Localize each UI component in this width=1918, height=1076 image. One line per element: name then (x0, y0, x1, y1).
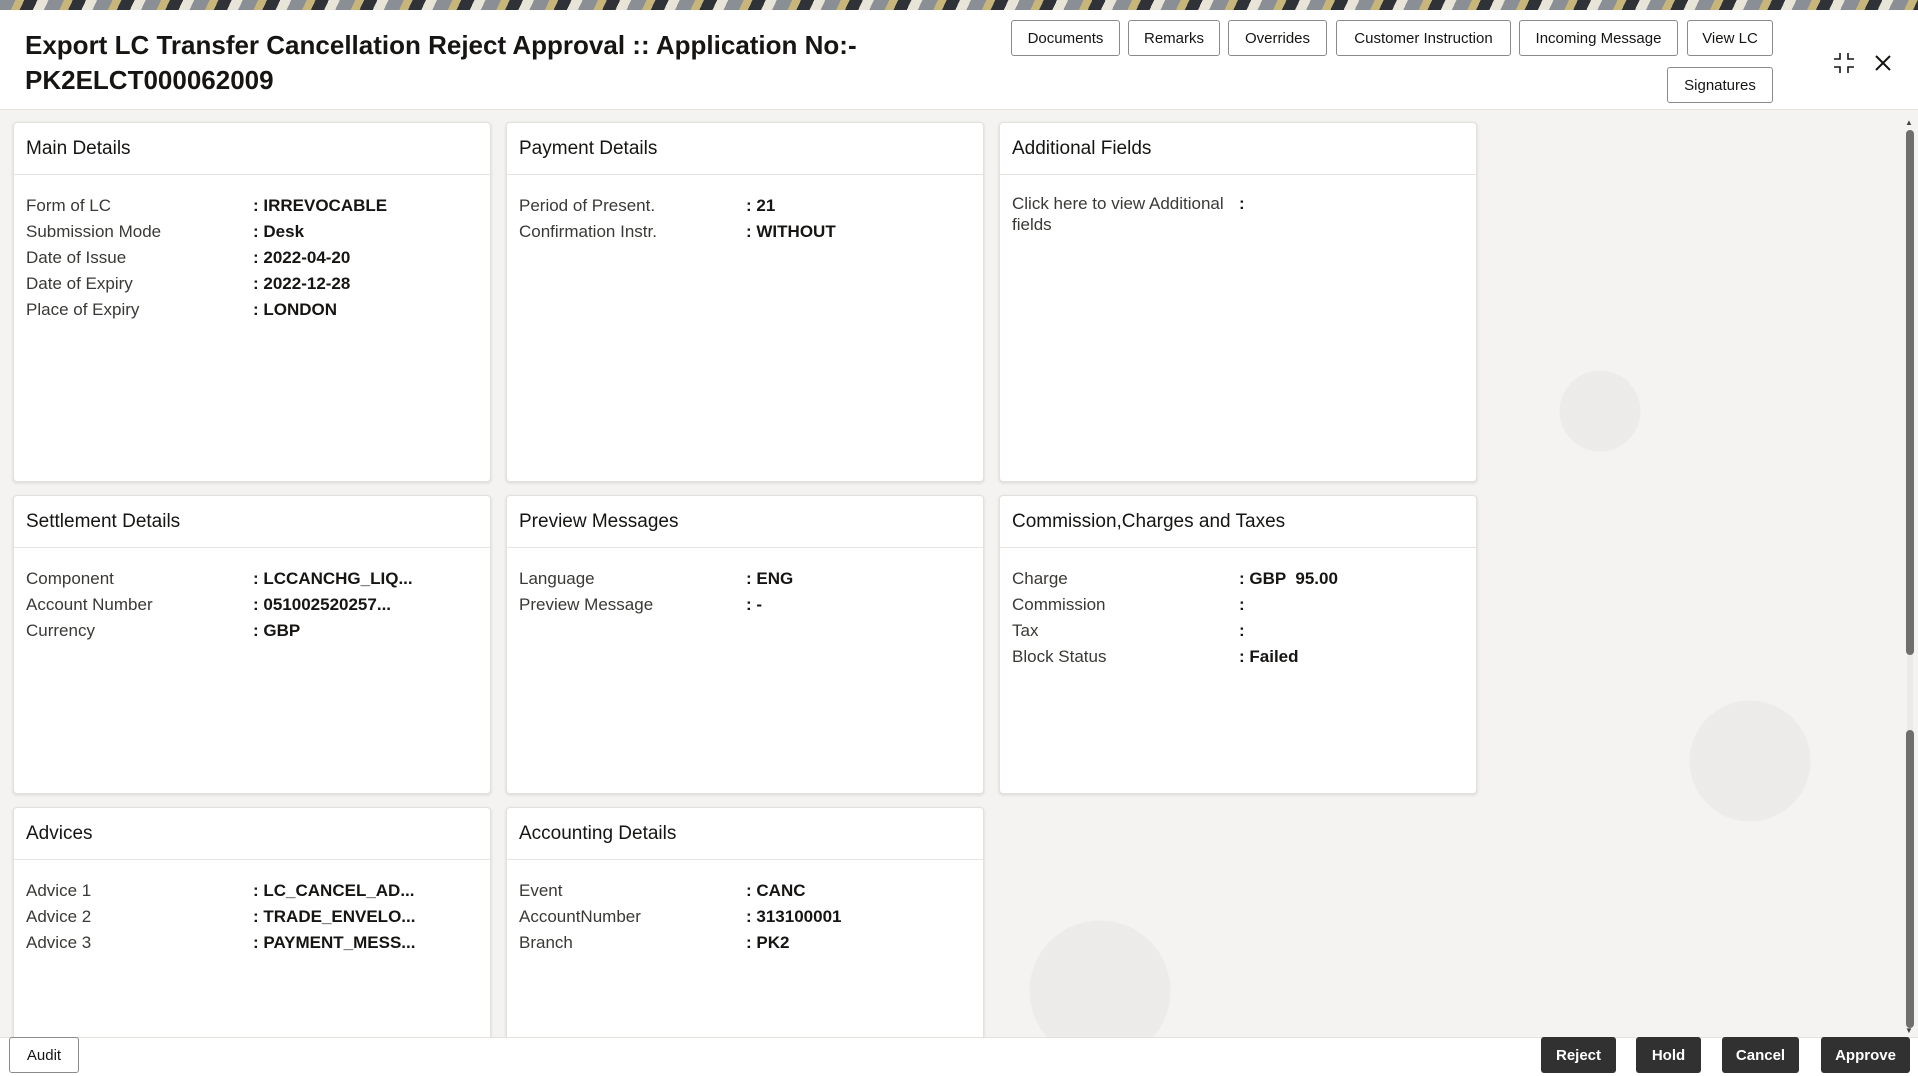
field-label: Form of LC (26, 196, 112, 215)
period-of-presentation-row (519, 193, 971, 219)
submission-mode-row (26, 219, 478, 245)
additional-fields-card (999, 122, 1477, 482)
field-value: : LCCANCHG_LIQ... (253, 569, 413, 588)
payment-details-card (506, 122, 984, 482)
field-value: : Failed (1239, 647, 1299, 666)
close-icon[interactable] (1868, 48, 1898, 78)
field-label: Account Number (26, 595, 153, 614)
field-label: Advice 2 (26, 907, 92, 926)
signatures-button[interactable]: Signatures (1667, 67, 1773, 103)
field-value: : PK2 (746, 933, 790, 952)
page-title: Export LC Transfer Cancellation Reject Approval :: Application No:- PK2ELCT000062009 (25, 30, 857, 95)
documents-button[interactable]: Documents (1011, 20, 1120, 56)
incoming-message-button[interactable]: Incoming Message (1519, 20, 1678, 56)
field-label: Commission (1012, 595, 1106, 614)
reject-button[interactable]: Reject (1541, 1037, 1616, 1073)
field-value: : WITHOUT (746, 222, 836, 241)
view-lc-button[interactable]: View LC (1687, 20, 1773, 56)
field-value: : LONDON (253, 300, 338, 319)
card-title: Preview Messages (507, 496, 983, 548)
field-label: Event (519, 881, 563, 900)
field-label: Charge (1012, 569, 1068, 588)
field-value: : ENG (746, 569, 794, 588)
charge-row (1012, 566, 1464, 592)
preview-message-row (519, 592, 971, 618)
approve-button[interactable]: Approve (1821, 1037, 1910, 1073)
block-status-row (1012, 644, 1464, 670)
field-value: : 21 (746, 196, 776, 215)
field-label: Period of Present. (519, 196, 656, 215)
additional-fields-link-row[interactable] (1012, 193, 1464, 235)
remarks-button[interactable]: Remarks (1128, 20, 1220, 56)
form-of-lc-row (26, 193, 478, 219)
audit-button[interactable]: Audit (9, 1037, 79, 1073)
field-value: : IRREVOCABLE (253, 196, 388, 215)
overrides-button[interactable]: Overrides (1228, 20, 1327, 56)
field-value: : (1239, 595, 1245, 614)
card-title: Commission,Charges and Taxes (1000, 496, 1476, 548)
field-value: : 2022-12-28 (253, 274, 351, 293)
card-title: Advices (14, 808, 490, 860)
field-label: Advice 1 (26, 881, 92, 900)
field-value: : 051002520257... (253, 595, 392, 614)
commission-charges-taxes-card (999, 495, 1477, 794)
page-header (0, 10, 1918, 110)
component-row (26, 566, 478, 592)
card-title: Settlement Details (14, 496, 490, 548)
field-label: Tax (1012, 621, 1039, 640)
commission-row (1012, 592, 1464, 618)
advice-2-row (26, 904, 478, 930)
field-label: Place of Expiry (26, 300, 140, 319)
currency-row (26, 618, 478, 644)
field-label: Date of Issue (26, 248, 127, 267)
field-value: : PAYMENT_MESS... (253, 933, 416, 952)
preview-messages-card (506, 495, 984, 794)
settlement-details-card (13, 495, 491, 794)
language-row (519, 566, 971, 592)
card-title: Accounting Details (507, 808, 983, 860)
tax-row (1012, 618, 1464, 644)
field-label: Block Status (1012, 647, 1107, 666)
scroll-up-arrow-icon[interactable]: ▲ (1905, 118, 1913, 127)
card-title: Main Details (14, 123, 490, 175)
cancel-button[interactable]: Cancel (1722, 1037, 1799, 1073)
field-value: : 2022-04-20 (253, 248, 351, 267)
field-value: : Desk (253, 222, 305, 241)
account-number-row (519, 904, 971, 930)
account-number-row (26, 592, 478, 618)
top-decorative-band (0, 0, 1918, 10)
field-value: : LC_CANCEL_AD... (253, 881, 415, 900)
advice-1-row (26, 878, 478, 904)
field-value: : (1239, 194, 1245, 213)
additional-fields-link[interactable]: Click here to view Additional fields (1012, 194, 1224, 234)
hold-button[interactable]: Hold (1636, 1037, 1701, 1073)
vertical-scrollbar[interactable] (1904, 118, 1914, 1038)
field-label: Date of Expiry (26, 274, 133, 293)
field-label: Currency (26, 621, 95, 640)
field-value: : TRADE_ENVELO... (253, 907, 416, 926)
scroll-down-arrow-icon[interactable]: ▼ (1905, 1026, 1913, 1035)
customer-instruction-button[interactable]: Customer Instruction (1336, 20, 1511, 56)
field-label: Preview Message (519, 595, 654, 614)
field-label: Component (26, 569, 114, 588)
confirmation-instruction-row (519, 219, 971, 245)
field-value: : (1239, 621, 1245, 640)
advices-card (13, 807, 491, 1047)
card-title: Additional Fields (1000, 123, 1476, 175)
field-value: : GBP 95.00 (1239, 569, 1338, 588)
field-value: : GBP (253, 621, 301, 640)
branch-row (519, 930, 971, 956)
event-row (519, 878, 971, 904)
scrollbar-thumb-upper[interactable] (1906, 130, 1914, 655)
field-value: : 313100001 (746, 907, 842, 926)
accounting-details-card (506, 807, 984, 1047)
field-label: AccountNumber (519, 907, 641, 926)
field-value: : - (746, 595, 763, 614)
field-label: Confirmation Instr. (519, 222, 657, 241)
date-of-expiry-row (26, 271, 478, 297)
scrollbar-thumb[interactable] (1906, 730, 1914, 1028)
field-value: : CANC (746, 881, 806, 900)
field-label: Branch (519, 933, 573, 952)
place-of-expiry-row (26, 297, 478, 323)
footer-bar (0, 1037, 1918, 1076)
advice-3-row (26, 930, 478, 956)
main-details-card (13, 122, 491, 482)
field-label: Submission Mode (26, 222, 162, 241)
date-of-issue-row (26, 245, 478, 271)
field-label: Language (519, 569, 595, 588)
card-title: Payment Details (507, 123, 983, 175)
compress-icon[interactable] (1829, 48, 1859, 78)
field-label: Advice 3 (26, 933, 92, 952)
